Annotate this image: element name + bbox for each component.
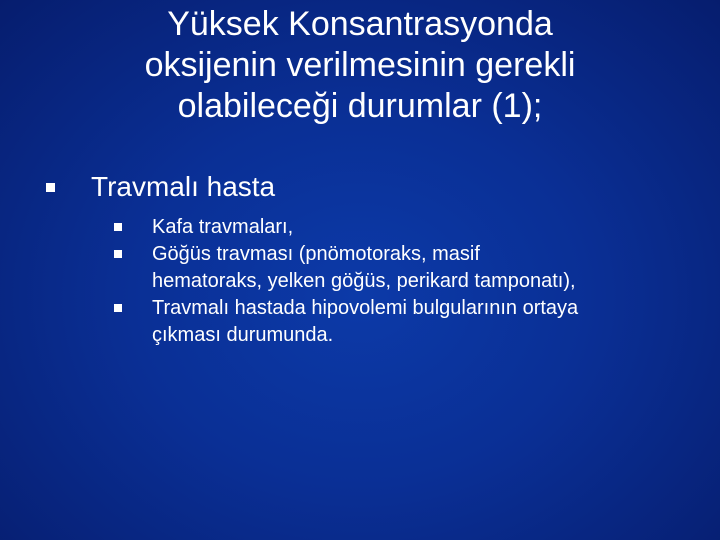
square-bullet-icon [46, 183, 55, 192]
sub-bullet-line: Travmalı hastada hipovolemi bulgularının ortaya [152, 297, 579, 319]
sub-bullet-text [152, 241, 694, 295]
square-bullet-icon [114, 250, 122, 258]
bullet-text: Travmalı hasta [91, 171, 276, 202]
sub-bullet-line: hematoraks, yelken göğüs, perikard tamponatı), [152, 270, 576, 292]
title-line: Yüksek Konsantrasyonda [167, 5, 553, 43]
title-line: oksijenin verilmesinin gerekli [144, 46, 576, 84]
sub-bullet-text [152, 214, 694, 241]
square-bullet-icon [114, 304, 122, 312]
sub-bullet-item [114, 241, 694, 295]
square-bullet-icon [114, 223, 122, 231]
sub-bullet-line: çıkması durumunda. [152, 324, 334, 346]
sub-bullet-item [114, 214, 694, 241]
sub-bullet-list [114, 214, 694, 349]
sub-bullet-line: Kafa travmaları, [152, 216, 294, 238]
bullet-item-travmali-hasta [46, 168, 686, 208]
slide-title [60, 4, 660, 127]
sub-bullet-text [152, 295, 694, 349]
title-line: olabileceği durumlar (1); [177, 87, 543, 125]
sub-bullet-line: Göğüs travması (pnömotoraks, masif [152, 243, 480, 265]
sub-bullet-item [114, 295, 694, 349]
